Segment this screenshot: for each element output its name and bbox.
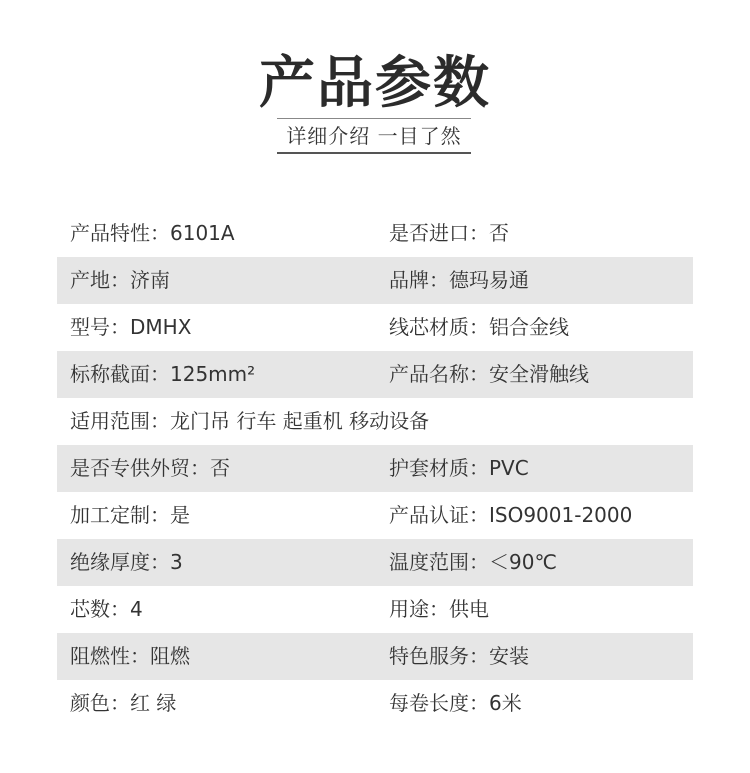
- spec-row: [57, 398, 693, 445]
- page-header: [0, 0, 750, 180]
- spec-row: [57, 210, 693, 257]
- spec-cell-left: 标称截面：125mm²: [70, 362, 256, 386]
- spec-cell-left: 加工定制：是: [70, 503, 190, 527]
- spec-cell-right: 是否进口：否: [389, 221, 509, 245]
- spec-cell-right: 特色服务：安装: [389, 644, 529, 668]
- spec-row: [57, 539, 693, 586]
- spec-row: [57, 586, 693, 633]
- spec-cell-left: 阻燃性：阻燃: [70, 644, 190, 668]
- spec-cell-left: 型号：DMHX: [70, 315, 192, 339]
- spec-cell-right: 每卷长度：6米: [389, 691, 522, 715]
- spec-cell-right: 产品认证：ISO9001-2000: [389, 503, 633, 527]
- spec-table: [57, 210, 693, 727]
- spec-cell-right: 护套材质：PVC: [389, 456, 529, 480]
- spec-cell-right: 产品名称：安全滑触线: [389, 362, 589, 386]
- spec-cell-right: 温度范围：＜90℃: [389, 550, 557, 574]
- spec-row: [57, 680, 693, 727]
- spec-cell-left: 产地：济南: [70, 268, 170, 292]
- subtitle-top-rule: [277, 118, 471, 119]
- spec-row: [57, 492, 693, 539]
- spec-row: [57, 257, 693, 304]
- spec-cell-left: 产品特性：6101A: [70, 221, 235, 245]
- spec-row: [57, 633, 693, 680]
- spec-cell-left: 芯数：4: [70, 597, 143, 621]
- spec-row: [57, 304, 693, 351]
- spec-cell-left: 是否专供外贸：否: [70, 456, 230, 480]
- subtitle-frame: [277, 118, 471, 154]
- spec-cell-left: 适用范围：龙门吊 行车 起重机 移动设备: [70, 409, 430, 433]
- spec-cell-right: 线芯材质：铝合金线: [389, 315, 569, 339]
- spec-cell-left: 绝缘厚度：3: [70, 550, 183, 574]
- page-subtitle: 详细介绍 一目了然: [286, 124, 462, 148]
- spec-cell-right: 品牌：德玛易通: [389, 268, 529, 292]
- spec-row: [57, 351, 693, 398]
- spec-cell-left: 颜色：红 绿: [70, 691, 177, 715]
- spec-row: [57, 445, 693, 492]
- spec-cell-right: 用途：供电: [389, 597, 489, 621]
- page-title: 产品参数: [259, 51, 491, 116]
